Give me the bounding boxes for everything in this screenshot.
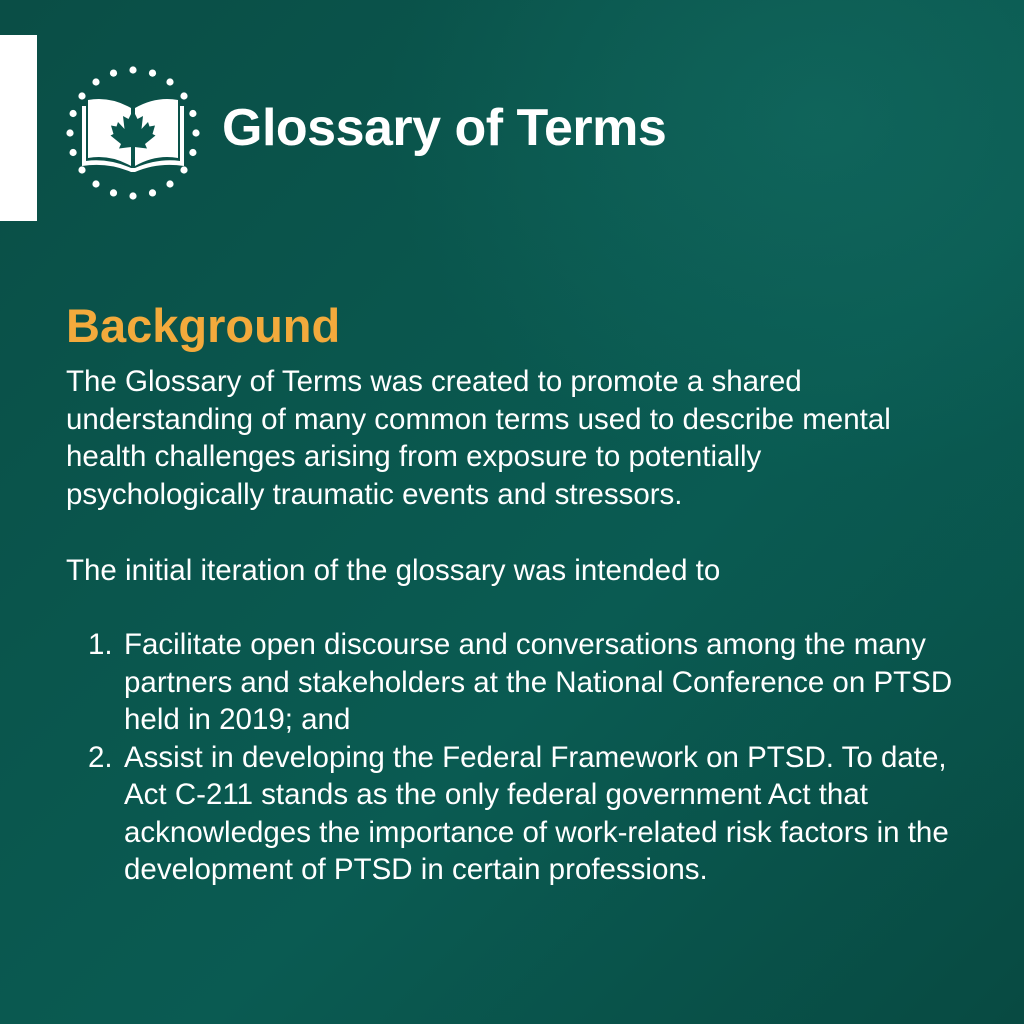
page-title: Glossary of Terms	[222, 99, 667, 157]
list-item-number: 2.	[88, 740, 113, 774]
intent-list	[66, 626, 966, 889]
intent-paragraph: The initial iteration of the glossary was intended to	[66, 554, 721, 587]
book-maple-leaf-icon	[62, 62, 204, 204]
section-heading: Background	[66, 299, 341, 352]
list-item-text: Assist in developing the Federal Framework on PTSD. To date, Act C-211 stands as the only federal government Act that acknowledges the importance of work-related risk factors in the development of PTSD in certain professions.	[124, 740, 949, 886]
list-item-text: Facilitate open discourse and conversations among the many partners and stakeholders at the National Conference on PTSD held in 2019; and	[124, 628, 953, 736]
list-item	[66, 739, 966, 889]
left-accent-bar	[0, 35, 37, 221]
list-item	[66, 626, 966, 739]
list-item-number: 1.	[88, 628, 113, 661]
intro-paragraph: The Glossary of Terms was created to promote a shared understanding of many common terms used to describe mental health challenges arising from exposure to potentially psychologically traumatic events and stressors.	[66, 365, 891, 511]
